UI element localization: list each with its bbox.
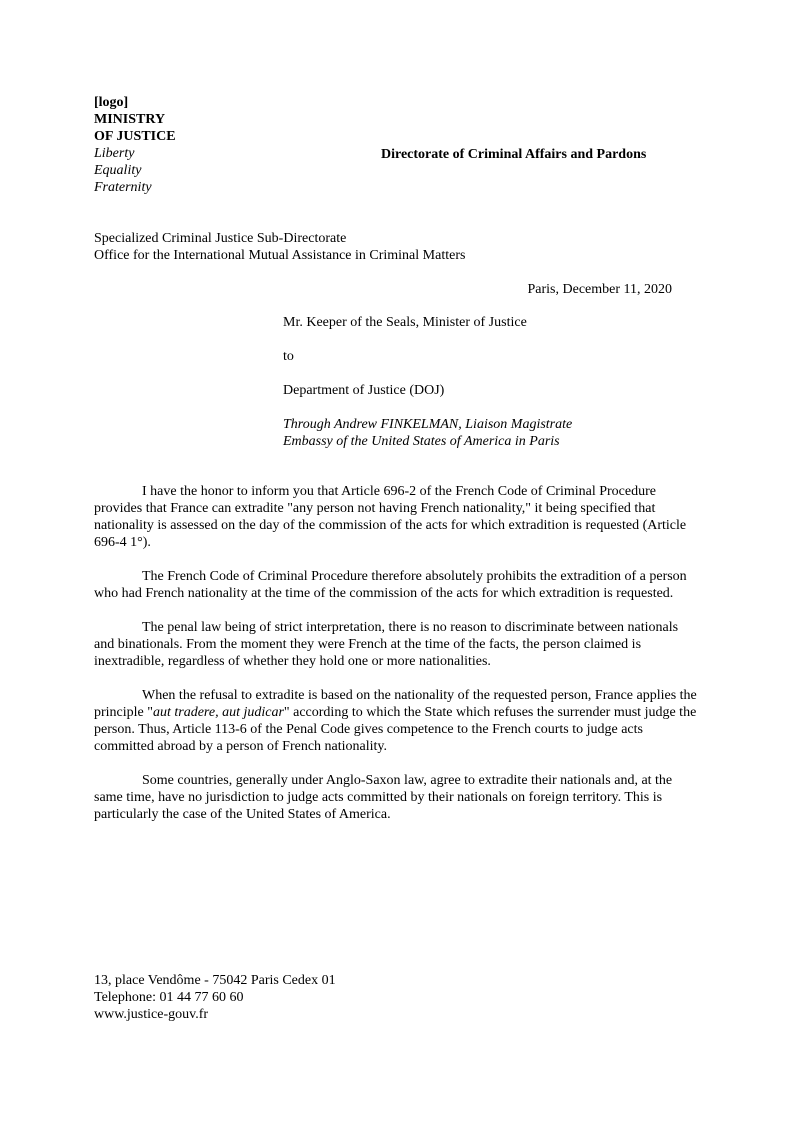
body-paragraph-5: Some countries, generally under Anglo-Saxon law, agree to extradite their nationals and, at the same time, have no jurisdiction to judge acts committed by their nationals on foreign territory. This is particularly the case of the United States of America. [94, 773, 673, 822]
recipient: Department of Justice (DOJ) [283, 383, 445, 398]
letter-body [94, 483, 700, 840]
sub-directorate: Specialized Criminal Justice Sub-Directorate [94, 231, 347, 246]
footer-address: 13, place Vendôme - 75042 Paris Cedex 01 [94, 973, 336, 988]
through-block [283, 416, 572, 450]
footer-telephone: Telephone: 01 44 77 60 60 [94, 990, 244, 1005]
body-paragraph-3: The penal law being of strict interpretation, there is no reason to discriminate between nationals and binationals. From the moment they were French at the time of the facts, the person claimed is inextradible, regardless of whether they hold one or more nationalities. [94, 620, 679, 669]
ministry-name-line2: OF JUSTICE [94, 129, 176, 144]
letterhead [94, 94, 176, 196]
logo-placeholder: [logo] [94, 95, 129, 110]
sender: Mr. Keeper of the Seals, Minister of Justice [283, 315, 527, 330]
through-line-1: Through Andrew FINKELMAN, Liaison Magistrate [283, 417, 573, 432]
footer-contact [94, 972, 336, 1023]
paragraph-4-text-start: When the refusal to extradite is based on the nationality of the requested person, France applies the principle " [94, 688, 697, 720]
motto-equality: Equality [94, 163, 142, 178]
motto-liberty: Liberty [94, 146, 135, 161]
directorate-title: Directorate of Criminal Affairs and Pardons [381, 147, 647, 162]
date-line: Paris, December 11, 2020 [527, 282, 672, 297]
body-paragraph-2: The French Code of Criminal Procedure therefore absolutely prohibits the extradition of a person who had French nationality at the time of the commission of the acts for which extradition is requested. [94, 569, 687, 601]
body-paragraph-1: I have the honor to inform you that Article 696-2 of the French Code of Criminal Procedure provides that France can extradite "any person not having French nationality," it being specified that nationality is assessed on the day of the commission of the acts for which extradition is requested (Article 696-4 1°). [94, 484, 687, 550]
paragraph-4-text-end: " according to which the State which refuses the surrender must judge the person. Thus, Article 113-6 of the Penal Code gives competence to the French courts to judge acts committed abroad by a person of French nationality. [94, 705, 697, 754]
ministry-name-line1: MINISTRY [94, 112, 166, 127]
office-name: Office for the International Mutual Assistance in Criminal Matters [94, 248, 466, 263]
through-line-2: Embassy of the United States of America in Paris [283, 434, 560, 449]
motto-fraternity: Fraternity [94, 180, 152, 195]
latin-principle: aut tradere, aut judicar [152, 705, 284, 720]
to-word: to [283, 349, 294, 364]
body-paragraph-4 [94, 687, 700, 755]
footer-website: www.justice-gouv.fr [94, 1007, 209, 1022]
office-block [94, 230, 465, 264]
